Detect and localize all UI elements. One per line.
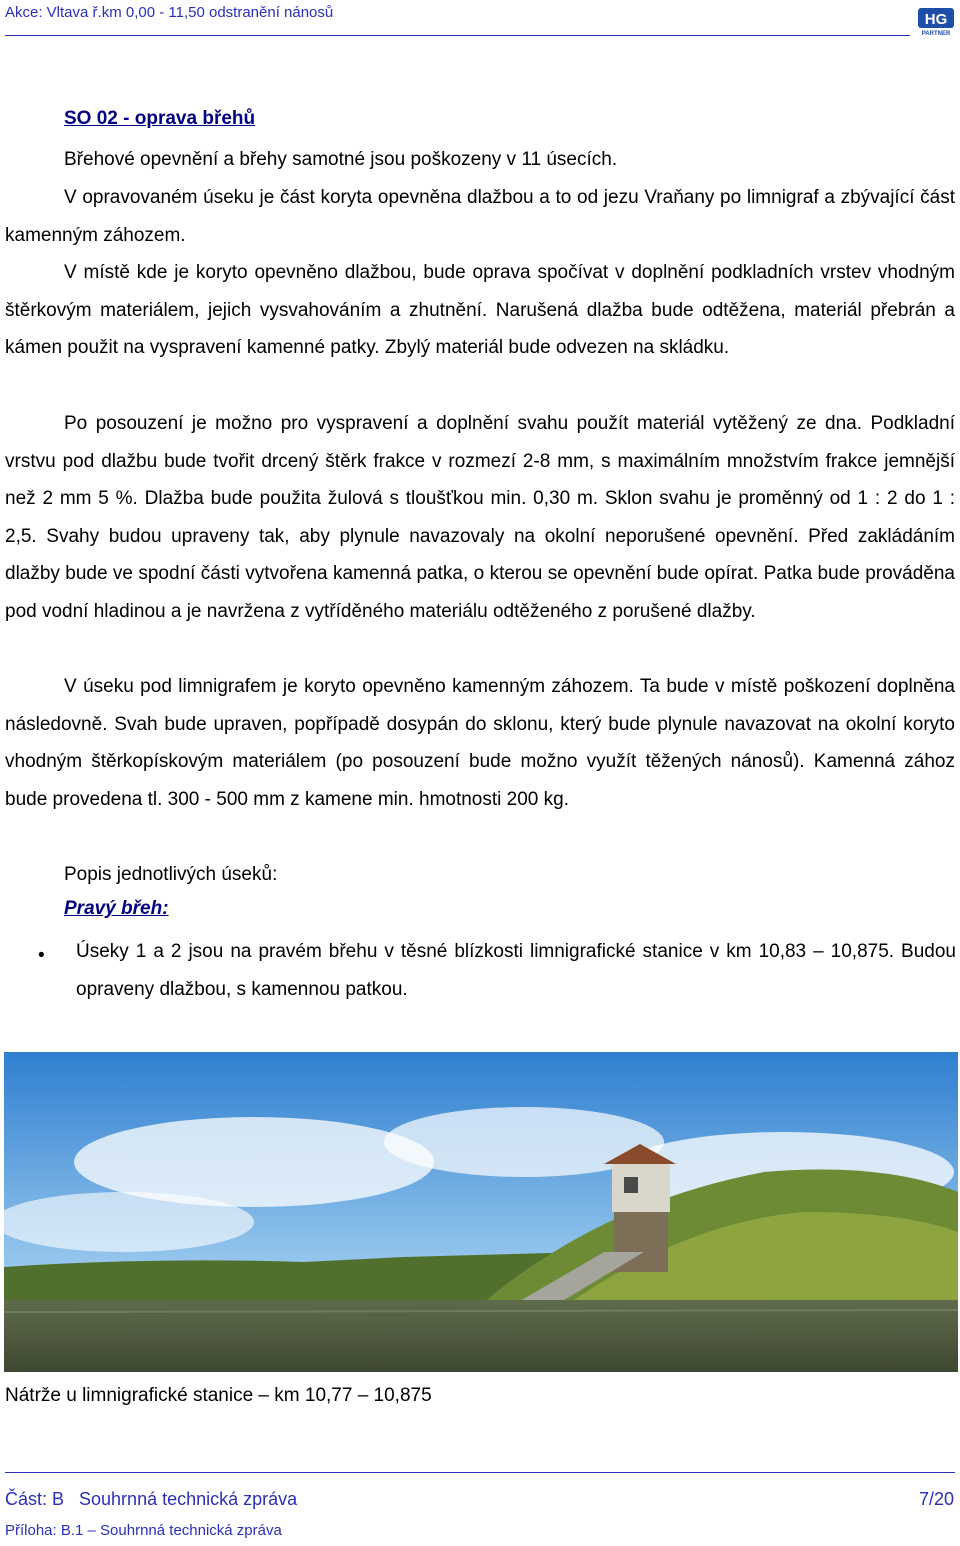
logo-text-main: HG	[924, 11, 948, 28]
paragraph-6: Popis jednotlivých úseků:	[64, 864, 278, 885]
subheading-right-bank: Pravý břeh:	[64, 898, 169, 919]
section-heading: SO 02 - oprava břehů	[64, 108, 256, 129]
paragraph-1: Břehové opevnění a břehy samotné jsou poškozeny v 11 úsecích.	[64, 149, 618, 170]
paragraph-5: V úseku pod limnigrafem je koryto opevněno kamenným záhozem. Ta bude v místě poškození doplněna následovně. Svah bude upraven, popřípadě dosypán do sklonu, který bude plynule navazovat na okolní koryto vhodným štěrkopískovým materiálem (po posouzení bude možno využít těžených nánosů). Kamenná zához bude provedena tl. 300 - 500 mm z kamene min. hmotnosti 200 kg.	[5, 676, 955, 810]
footer-part: Část: B Souhrnná technická zpráva	[5, 1489, 298, 1509]
logo-text-sub: PARTNER	[921, 31, 951, 36]
figure-caption: Nátrže u limnigrafické stanice – km 10,77 – 10,875	[5, 1385, 432, 1406]
paragraph-3: V místě kde je koryto opevněno dlažbou, bude oprava spočívat v doplnění podkladních vrstev vhodným štěrkovým materiálem, jejich vysvahováním a zhutnění. Narušená dlažba bude odtěžena, materiál přebrán a kámen použit na vyspravení kamenné patky. Zbylý materiál bude odvezen na skládku.	[5, 262, 955, 358]
footer-page-number: 7/20	[918, 1489, 954, 1509]
header-rule	[5, 35, 910, 36]
footer-rule	[5, 1472, 955, 1473]
photo-limnigraph-station	[4, 1052, 958, 1372]
bullet-icon: •	[38, 945, 45, 966]
footer-attachment: Příloha: B.1 – Souhrnná technická zpráva	[5, 1522, 282, 1539]
hg-partner-logo	[916, 6, 956, 36]
header-title: Akce: Vltava ř.km 0,00 - 11,50 odstranění nánosů	[5, 4, 334, 21]
bullet-item: Úseky 1 a 2 jsou na pravém břehu v těsné blízkosti limnigrafické stanice v km 10,83 – 10,875. Budou opraveny dlažbou, s kamennou patkou.	[76, 941, 956, 1000]
paragraph-4: Po posouzení je možno pro vyspravení a doplnění svahu použít materiál vytěžený ze dna. Podkladní vrstvu pod dlažbu bude tvořit drcený štěrk frakce v rozmezí 2-8 mm, s maximálním množstvím frakce jemnější než 2 mm 5 %. Dlažba bude použita žulová s tloušťkou min. 0,30 m. Sklon svahu je proměnný od 1 : 2 do 1 : 2,5. Svahy budou upraveny tak, aby plynule navazovaly na okolní neporušené opevnění. Před zakládáním dlažby bude ve spodní části vytvořena kamenná patka, o kterou se opevnění bude opírat. Patka bude prováděna pod vodní hladinou a je navržena z vytříděného materiálu odtěženého z porušené dlažby.	[5, 413, 955, 622]
paragraph-2: V opravovaném úseku je část koryta opevněna dlažbou a to od jezu Vraňany po limnigraf a zbývající část kamenným záhozem.	[5, 187, 955, 246]
